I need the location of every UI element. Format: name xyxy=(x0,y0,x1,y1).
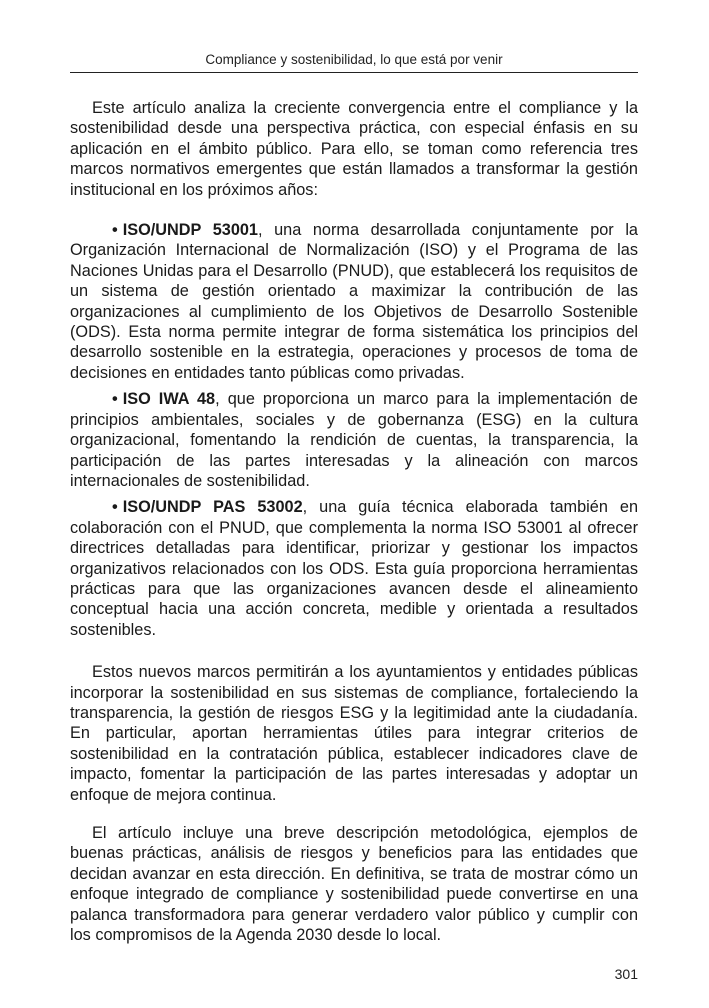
bullet-marker: • xyxy=(112,221,118,240)
page-number: 301 xyxy=(614,966,638,982)
list-item xyxy=(70,220,638,383)
page-body xyxy=(70,98,638,945)
running-title: Compliance y sostenibilidad, lo que está por venir xyxy=(205,52,503,67)
standard-name: ISO/UNDP PAS 53002 xyxy=(122,498,303,517)
body-paragraph: El artículo incluye una breve descripción metodológica, ejemplos de buenas prácticas, análisis de riesgos y beneficios para las entidades que decidan avanzar en esta dirección. En definitiva, se trata de mostrar cómo un enfoque integrado de compliance y sostenibilidad puede convertirse en una palanca transformadora para generar verdadero valor público y cumplir con los compromisos de la Agenda 2030 desde lo local. xyxy=(70,824,638,945)
running-header xyxy=(70,50,638,73)
standard-description: , una norma desarrollada conjuntamente por la Organización Internacional de Normalización (ISO) y el Programa de las Naciones Unidas para el Desarrollo (PNUD), que establecerá los requisitos de un sistema de gestión orientado a maximizar la contribución de las organizaciones al cumplimiento de los Objetivos de Desarrollo Sostenible (ODS). Esta norma permite integrar de forma sistemática los principios del desarrollo sostenible en la estrategia, operaciones y procesos de toma de decisiones en entidades tanto públicas como privadas. xyxy=(70,221,638,382)
bullet-marker: • xyxy=(112,390,118,409)
list-item xyxy=(70,497,638,640)
intro-paragraph: Este artículo analiza la creciente convergencia entre el compliance y la sostenibilidad desde una perspectiva práctica, con especial énfasis en su aplicación en el ámbito público. Para ello, se toman como referencia tres marcos normativos emergentes que están llamados a transformar la gestión institucional en los próximos años: xyxy=(70,99,638,199)
standard-description: , que proporciona un marco para la implementación de principios ambientales, sociales y de gobernanza (ESG) en la cultura organizacional, fomentando la rendición de cuentas, la transparencia, la participación de las partes interesadas y la alineación con marcos internacionales de sostenibilidad. xyxy=(70,390,638,490)
bullet-marker: • xyxy=(112,498,118,517)
standard-name: ISO/UNDP 53001 xyxy=(122,221,258,240)
list-item xyxy=(70,389,638,491)
standard-name: ISO IWA 48 xyxy=(122,390,216,409)
standard-description: , una guía técnica elaborada también en colaboración con el PNUD, que complementa la norma ISO 53001 al ofrecer directrices detalladas para identificar, priorizar y gestionar los impactos organizativos relacionados con los ODS. Esta guía proporciona herramientas prácticas para que las organizaciones avancen desde el alineamiento conceptual hacia una acción concreta, medible y orientada a resultados sostenibles. xyxy=(70,498,638,639)
standards-list xyxy=(70,220,638,640)
body-paragraph: Estos nuevos marcos permitirán a los ayuntamientos y entidades públicas incorporar la sostenibilidad en sus sistemas de compliance, fortaleciendo la transparencia, la gestión de riesgos ESG y la legitimidad ante la ciudadanía. En particular, aportan herramientas útiles para integrar criterios de sostenibilidad en la contratación pública, establecer indicadores clave de impacto, fomentar la participación de las partes interesadas y adoptar un enfoque de mejora continua. xyxy=(70,663,638,804)
